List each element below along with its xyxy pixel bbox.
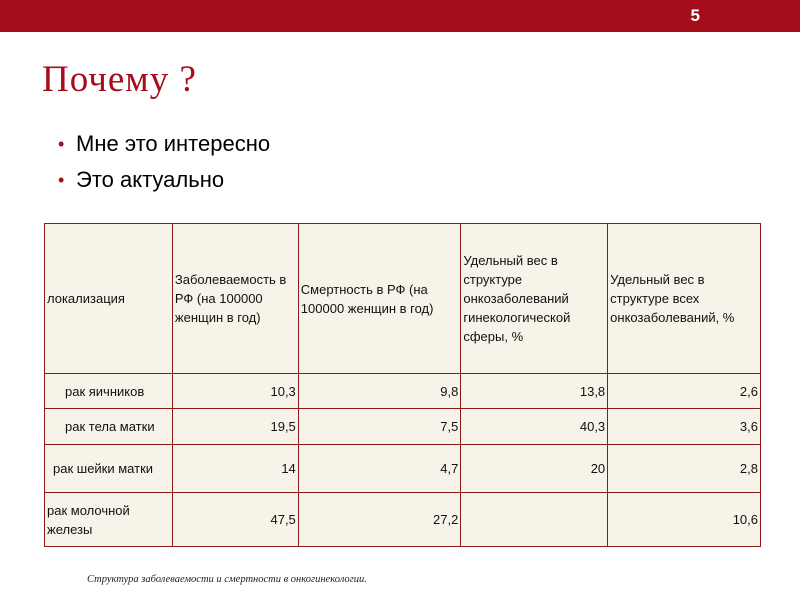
table-cell <box>461 493 608 547</box>
row-label: рак тела матки <box>45 409 173 445</box>
table-caption: Структура заболеваемости и смертности в онкогинекологии. <box>87 574 367 585</box>
table-cell: 19,5 <box>172 409 298 445</box>
table-cell: 10,6 <box>608 493 761 547</box>
table-cell: 13,8 <box>461 374 608 409</box>
header-share-all: Удельный вес в структуре всех онкозаболеваний, % <box>608 224 761 374</box>
table-row <box>45 493 761 547</box>
bullet-list <box>58 128 270 200</box>
header-localization: локализация <box>45 224 173 374</box>
table-row <box>45 409 761 445</box>
table-cell: 20 <box>461 445 608 493</box>
table-cell: 27,2 <box>298 493 461 547</box>
header-incidence: Заболеваемость в РФ (на 100000 женщин в год) <box>172 224 298 374</box>
top-bar <box>0 0 800 32</box>
table-cell: 9,8 <box>298 374 461 409</box>
table-cell: 3,6 <box>608 409 761 445</box>
table-row <box>45 445 761 493</box>
table-cell: 40,3 <box>461 409 608 445</box>
bullet-text: Мне это интересно <box>76 131 271 156</box>
table-cell: 10,3 <box>172 374 298 409</box>
bullet-dot-icon: • <box>58 134 65 154</box>
table-cell: 14 <box>172 445 298 493</box>
table-header-row <box>45 224 761 374</box>
row-label: рак шейки матки <box>45 445 173 493</box>
table-cell: 7,5 <box>298 409 461 445</box>
table-row <box>45 374 761 409</box>
statistics-table <box>44 223 761 547</box>
slide-title: Почему ? <box>42 59 197 100</box>
header-mortality: Смертность в РФ (на 100000 женщин в год) <box>298 224 461 374</box>
header-share-gynecologic: Удельный вес в структуре онкозаболеваний гинекологической сферы, % <box>461 224 608 374</box>
bullet-item <box>58 128 270 164</box>
table-cell: 2,6 <box>608 374 761 409</box>
table-cell: 47,5 <box>172 493 298 547</box>
table-cell: 2,8 <box>608 445 761 493</box>
row-label: рак молочной железы <box>45 493 173 547</box>
bullet-dot-icon: • <box>58 170 65 190</box>
slide-number: 5 <box>690 6 700 25</box>
row-label: рак яичников <box>45 374 173 409</box>
bullet-item <box>58 164 270 200</box>
bullet-text: Это актуально <box>76 167 225 192</box>
table-cell: 4,7 <box>298 445 461 493</box>
